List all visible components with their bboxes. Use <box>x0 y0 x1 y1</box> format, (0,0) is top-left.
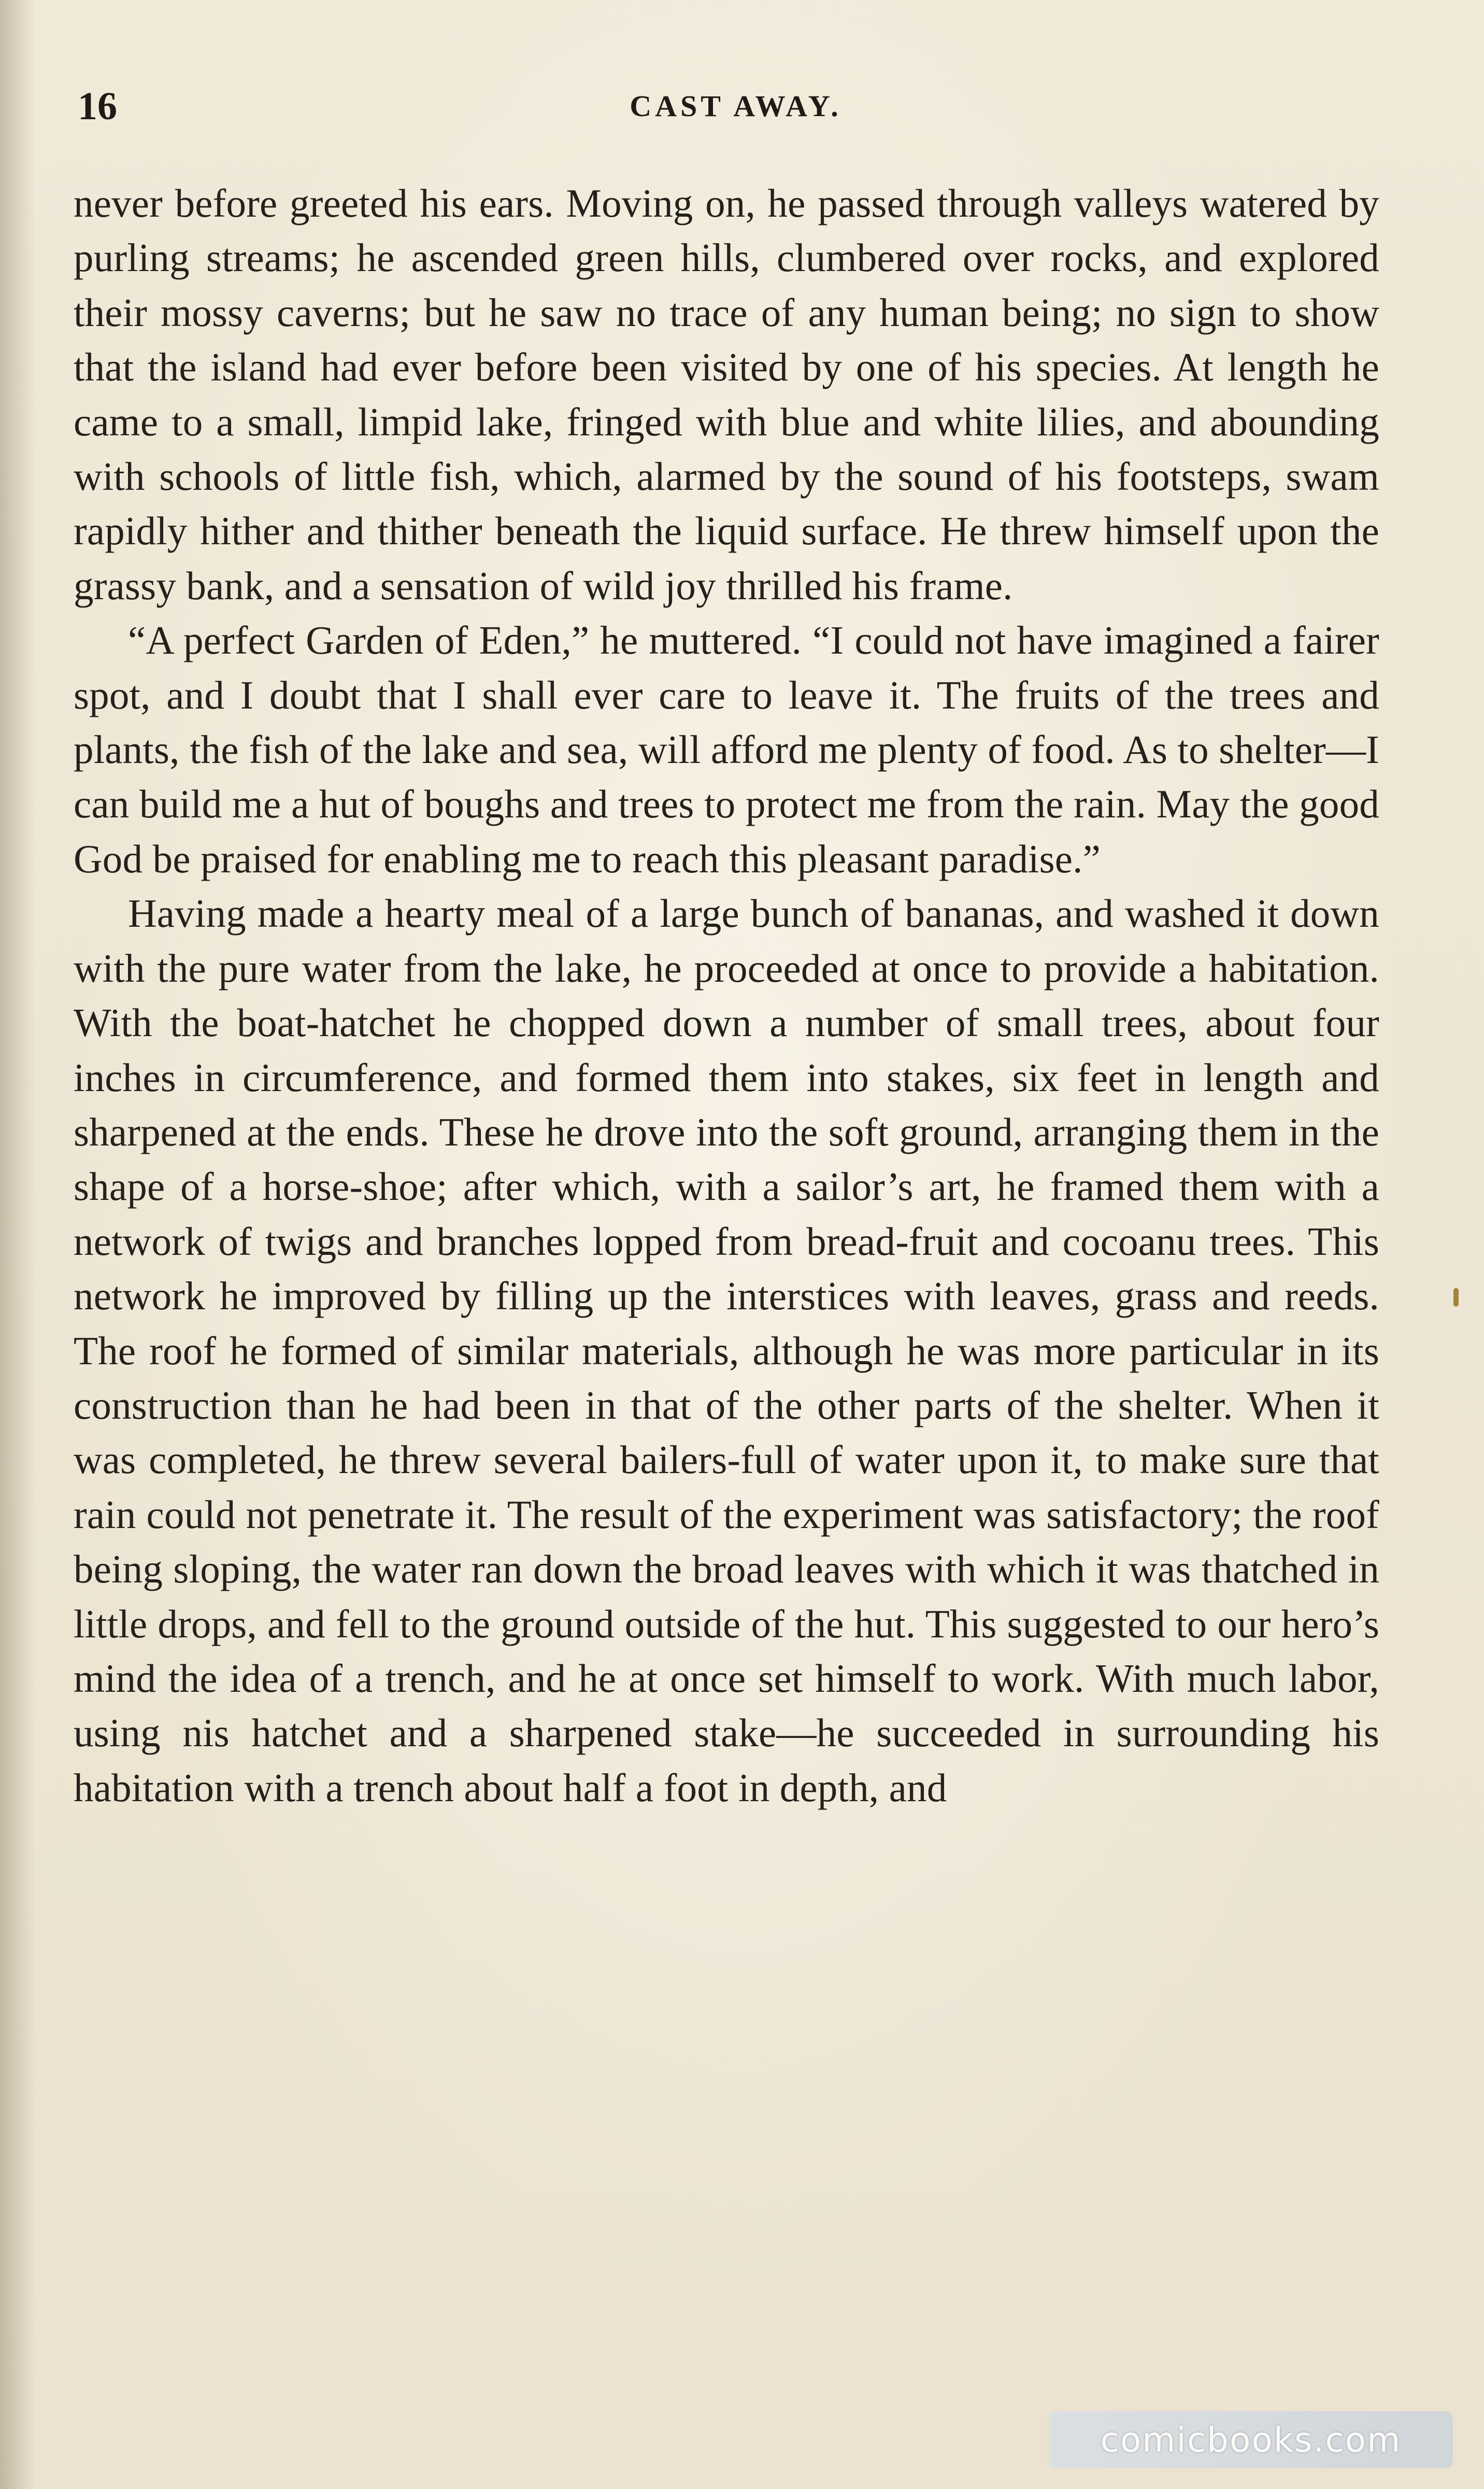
body-text <box>74 176 1379 1815</box>
page-number: 16 <box>78 84 117 128</box>
running-title: CAST AWAY. <box>630 89 842 123</box>
paragraph-continued: never before greeted his ears. Moving on, he passed through valleys watered by purling streams; he ascended green hills, clumbered over rocks, and explored their mossy caverns; but he saw no trace of any human being; no sign to show that the island had ever before been visited by one of his species. At length he came to a small, limpid lake, fringed with blue and white lilies, and abounding with schools of little fish, which, alarmed by the sound of his footsteps, swam rapidly hither and thither beneath the liquid surface. He threw himself upon the grassy bank, and a sensation of wild joy thrilled his frame. <box>74 181 1379 608</box>
watermark-text: comicbooks.com <box>1100 2420 1402 2460</box>
binding-shadow <box>0 0 36 2489</box>
watermark-badge <box>1049 2411 1453 2468</box>
paragraph-habitation: Having made a hearty meal of a large bunch of bananas, and washed it down with the pure water from the lake, he proceeded at once to provide a habitation. With the boat-hatchet he chopped down a number of small trees, about four inches in circumference, and formed them into stakes, six feet in length and sharpened at the ends. These he drove into the soft ground, arranging them in the shape of a horse-shoe; after which, with a sailor’s art, he framed them with a network of twigs and branches lopped from bread-fruit and cocoanu trees. This network he improved by filling up the interstices with leaves, grass and reeds. The roof he formed of similar materials, although he was more particular in its construction than he had been in that of the other parts of the shelter. When it was completed, he threw several bailers-full of water upon it, to make sure that rain could not penetrate it. The result of the experiment was satisfactory; the roof being sloping, the water ran down the broad leaves with which it was thatched in little drops, and fell to the ground outside of the hut. This suggested to our hero’s mind the idea of a trench, and he at once set himself to work. With much labor, using nis hatchet and a sharpened stake—he succeeded in surrounding his habitation with a trench about half a foot in depth, and <box>74 891 1379 1810</box>
ink-blot <box>1453 1288 1459 1307</box>
paragraph-dialogue: “A perfect Garden of Eden,” he muttered. “I could not have imagined a fairer spot, and I doubt that I shall ever care to leave it. The fruits of the trees and plants, the fish of the lake and sea, will afford me plenty of food. As to shelter—I can build me a hut of boughs and trees to protect me from the rain. May the good God be praised for enabling me to reach this pleasant paradise.” <box>74 618 1379 881</box>
page-header <box>78 78 1394 135</box>
